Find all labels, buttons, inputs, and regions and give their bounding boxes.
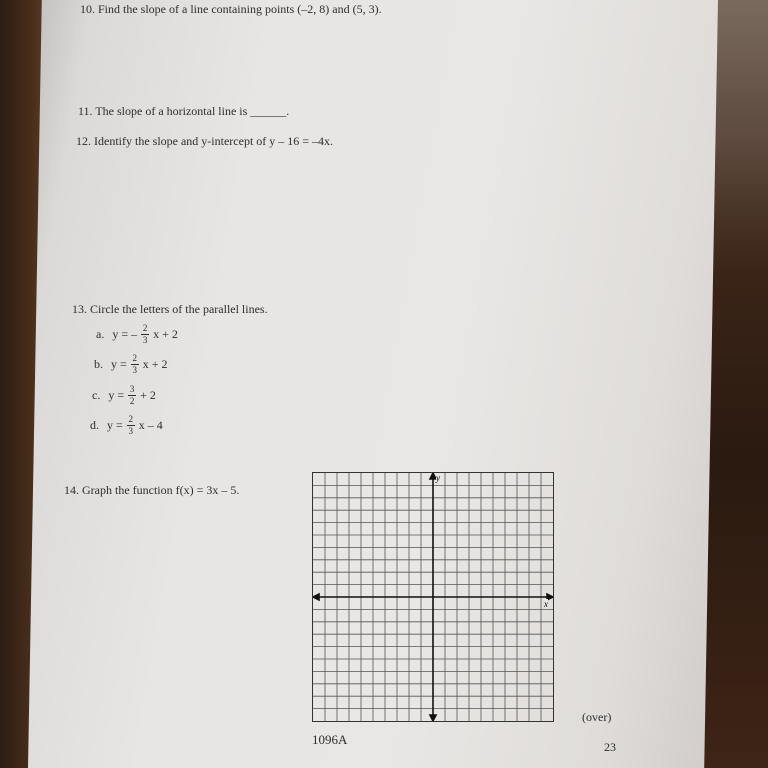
option-c-denominator: 2 [129, 396, 135, 406]
option-d-numerator: 2 [128, 414, 134, 424]
option-c-numerator: 3 [129, 384, 135, 394]
option-d-equation [107, 415, 163, 436]
y-axis-down-arrow [430, 715, 436, 721]
question-12: 12. Identify the slope and y-intercept of y – 16 = –4x. [76, 134, 334, 148]
over-note: (over) [582, 710, 612, 724]
option-a-denominator: 3 [142, 335, 148, 345]
form-code: 1096A [312, 732, 348, 747]
option-d-letter: d. [90, 418, 99, 432]
option-b-lhs: y = [111, 357, 127, 371]
option-d-lhs: y = [107, 418, 123, 432]
question-10: 10. Find the slope of a line containing points (–2, 8) and (5, 3). [80, 2, 382, 16]
option-c-letter: c. [92, 388, 101, 402]
option-a-lhs: y = – [112, 327, 138, 341]
option-a-fraction [141, 324, 149, 345]
option-c-fraction [128, 385, 136, 406]
option-d-fraction [127, 415, 135, 436]
option-a-equation [112, 324, 178, 345]
option-b-letter: b. [94, 357, 103, 371]
grid-svg [313, 473, 553, 721]
option-c-lhs: y = [108, 388, 125, 402]
option-a-numerator: 2 [142, 323, 148, 333]
question-11: 11. The slope of a horizontal line is ______. [78, 104, 290, 118]
y-axis-label: y [436, 473, 440, 483]
option-a [96, 324, 178, 345]
option-c-rhs: + 2 [140, 388, 156, 402]
option-c [92, 385, 156, 406]
option-b-rhs: x + 2 [142, 357, 168, 371]
question-14: 14. Graph the function f(x) = 3x – 5. [64, 483, 240, 497]
option-d-denominator: 3 [128, 426, 134, 436]
option-a-letter: a. [96, 327, 105, 341]
option-b [94, 354, 168, 375]
page-number: 23 [604, 740, 616, 754]
option-b-equation [111, 354, 168, 375]
option-d-rhs: x – 4 [138, 418, 163, 432]
option-c-equation [108, 385, 156, 406]
option-b-denominator: 3 [132, 365, 138, 375]
option-d [90, 415, 163, 436]
option-b-fraction [131, 354, 139, 375]
x-axis-label: x [544, 599, 548, 609]
coordinate-grid[interactable] [312, 472, 554, 722]
x-axis-left-arrow [313, 594, 319, 600]
option-a-rhs: x + 2 [153, 327, 178, 341]
option-b-numerator: 2 [132, 353, 138, 363]
question-13: 13. Circle the letters of the parallel lines. [72, 302, 268, 316]
